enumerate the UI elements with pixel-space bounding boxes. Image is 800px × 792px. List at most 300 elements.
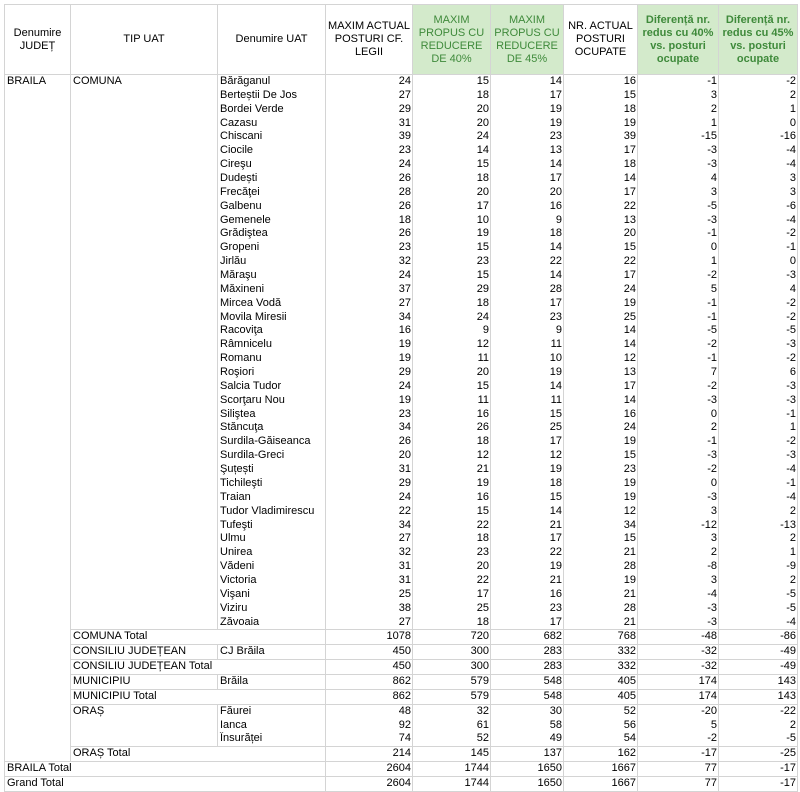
cell-posturi-ocupate[interactable]: 52 [564,704,638,718]
cell-denumire-uat[interactable]: Scorţaru Nou [218,394,326,408]
cell-diferenta-40[interactable]: -8 [638,560,719,574]
header-propus-45[interactable]: MAXIM PROPUS CU REDUCERE DE 45% [491,5,564,75]
cell-propus-40[interactable]: 19 [413,227,491,241]
cell-maxim-actual[interactable]: 23 [326,241,413,255]
cell-diferenta-40[interactable]: -1 [638,75,719,89]
header-diferenta-40[interactable]: Diferență nr. redus cu 40% vs. posturi ocupate [638,5,719,75]
cell-propus-40[interactable]: 579 [413,674,491,689]
grand-total-maxim-actual[interactable]: 2604 [326,776,413,791]
cell-maxim-actual[interactable]: 24 [326,158,413,172]
cell-propus-40[interactable]: 17 [413,200,491,214]
cell-diferenta-40[interactable]: -2 [638,269,719,283]
cell-posturi-ocupate[interactable]: 15 [564,241,638,255]
cell-propus-40[interactable]: 19 [413,477,491,491]
cell-posturi-ocupate[interactable]: 14 [564,324,638,338]
cell-propus-40[interactable]: 18 [413,616,491,630]
cell-diferenta-40[interactable]: 3 [638,574,719,588]
cell-posturi-ocupate[interactable]: 14 [564,338,638,352]
cell-propus-45[interactable]: 14 [491,269,564,283]
judet-total-propus-45[interactable]: 1650 [491,762,564,777]
cell-diferenta-40[interactable]: -5 [638,324,719,338]
subtotal-posturi-ocupate[interactable]: 332 [564,660,638,675]
subtotal-diferenta-40[interactable]: -48 [638,630,719,645]
cell-posturi-ocupate[interactable]: 13 [564,366,638,380]
header-diferenta-45[interactable]: Diferență nr. redus cu 45% vs. posturi ocupate [719,5,798,75]
cell-propus-40[interactable]: 15 [413,505,491,519]
cell-posturi-ocupate[interactable]: 18 [564,103,638,117]
cell-denumire-uat[interactable]: Stăncuţa [218,421,326,435]
cell-denumire-uat[interactable]: Măraşu [218,269,326,283]
cell-diferenta-45[interactable]: -4 [719,158,798,172]
cell-diferenta-45[interactable]: 2 [719,532,798,546]
cell-propus-40[interactable]: 14 [413,144,491,158]
cell-denumire-uat[interactable]: Victoria [218,574,326,588]
cell-propus-45[interactable]: 17 [491,172,564,186]
grand-total-diferenta-40[interactable]: 77 [638,776,719,791]
cell-propus-40[interactable]: 25 [413,602,491,616]
cell-denumire-uat[interactable]: Cazasu [218,117,326,131]
subtotal-maxim-actual[interactable]: 450 [326,660,413,675]
cell-propus-45[interactable]: 283 [491,645,564,660]
cell-posturi-ocupate[interactable]: 21 [564,616,638,630]
subtotal-propus-40[interactable]: 579 [413,689,491,704]
judet-total-diferenta-40[interactable]: 77 [638,762,719,777]
cell-maxim-actual[interactable]: 31 [326,117,413,131]
cell-diferenta-45[interactable]: -3 [719,269,798,283]
cell-posturi-ocupate[interactable]: 34 [564,519,638,533]
cell-denumire-uat[interactable]: Romanu [218,352,326,366]
cell-posturi-ocupate[interactable]: 14 [564,394,638,408]
cell-posturi-ocupate[interactable]: 20 [564,227,638,241]
cell-propus-40[interactable]: 32 [413,704,491,718]
cell-diferenta-45[interactable]: 3 [719,186,798,200]
cell-tip-uat[interactable]: MUNICIPIU [71,674,218,689]
cell-propus-45[interactable]: 18 [491,477,564,491]
header-maxim-actual[interactable]: MAXIM ACTUAL POSTURI CF. LEGII [326,5,413,75]
cell-maxim-actual[interactable]: 20 [326,449,413,463]
cell-propus-40[interactable]: 24 [413,311,491,325]
cell-tip-uat[interactable]: COMUNA [71,75,218,630]
cell-denumire-uat[interactable]: Ianca [218,719,326,733]
cell-propus-45[interactable]: 22 [491,255,564,269]
subtotal-propus-45[interactable]: 682 [491,630,564,645]
cell-propus-45[interactable]: 9 [491,214,564,228]
cell-posturi-ocupate[interactable]: 19 [564,297,638,311]
cell-maxim-actual[interactable]: 29 [326,366,413,380]
cell-maxim-actual[interactable]: 37 [326,283,413,297]
cell-denumire-uat[interactable]: Traian [218,491,326,505]
cell-propus-40[interactable]: 18 [413,172,491,186]
cell-denumire-uat[interactable]: Brăila [218,674,326,689]
cell-propus-40[interactable]: 11 [413,352,491,366]
cell-diferenta-40[interactable]: -1 [638,311,719,325]
cell-propus-45[interactable]: 14 [491,505,564,519]
cell-propus-40[interactable]: 21 [413,463,491,477]
cell-diferenta-40[interactable]: -3 [638,214,719,228]
cell-diferenta-40[interactable]: -4 [638,588,719,602]
cell-diferenta-40[interactable]: -3 [638,449,719,463]
cell-maxim-actual[interactable]: 38 [326,602,413,616]
cell-diferenta-45[interactable]: -22 [719,704,798,718]
cell-diferenta-40[interactable]: 3 [638,505,719,519]
cell-propus-45[interactable]: 49 [491,732,564,746]
cell-diferenta-40[interactable]: -3 [638,158,719,172]
cell-posturi-ocupate[interactable]: 17 [564,186,638,200]
subtotal-label[interactable]: COMUNA Total [71,630,326,645]
cell-diferenta-45[interactable]: -1 [719,477,798,491]
header-denumire-uat[interactable]: Denumire UAT [218,5,326,75]
cell-diferenta-45[interactable]: -6 [719,200,798,214]
cell-diferenta-45[interactable]: 2 [719,505,798,519]
cell-posturi-ocupate[interactable]: 19 [564,435,638,449]
cell-posturi-ocupate[interactable]: 332 [564,645,638,660]
subtotal-propus-40[interactable]: 720 [413,630,491,645]
cell-diferenta-40[interactable]: 0 [638,408,719,422]
cell-maxim-actual[interactable]: 31 [326,463,413,477]
cell-maxim-actual[interactable]: 19 [326,352,413,366]
cell-propus-40[interactable]: 61 [413,719,491,733]
subtotal-propus-40[interactable]: 145 [413,747,491,762]
subtotal-maxim-actual[interactable]: 214 [326,747,413,762]
cell-propus-40[interactable]: 16 [413,408,491,422]
cell-posturi-ocupate[interactable]: 24 [564,283,638,297]
cell-posturi-ocupate[interactable]: 17 [564,144,638,158]
subtotal-posturi-ocupate[interactable]: 405 [564,689,638,704]
subtotal-maxim-actual[interactable]: 862 [326,689,413,704]
subtotal-propus-40[interactable]: 300 [413,660,491,675]
cell-diferenta-45[interactable]: -4 [719,214,798,228]
header-tip-uat[interactable]: TIP UAT [71,5,218,75]
cell-denumire-uat[interactable]: Gropeni [218,241,326,255]
cell-propus-45[interactable]: 22 [491,546,564,560]
cell-posturi-ocupate[interactable]: 25 [564,311,638,325]
cell-diferenta-40[interactable]: 7 [638,366,719,380]
cell-maxim-actual[interactable]: 27 [326,532,413,546]
cell-diferenta-45[interactable]: -3 [719,380,798,394]
cell-denumire-uat[interactable]: Făurei [218,704,326,718]
cell-diferenta-40[interactable]: -20 [638,704,719,718]
cell-diferenta-40[interactable]: -1 [638,227,719,241]
cell-maxim-actual[interactable]: 24 [326,380,413,394]
cell-diferenta-45[interactable]: -3 [719,449,798,463]
cell-diferenta-40[interactable]: -3 [638,394,719,408]
cell-diferenta-45[interactable]: -1 [719,241,798,255]
cell-propus-45[interactable]: 58 [491,719,564,733]
cell-propus-45[interactable]: 17 [491,616,564,630]
subtotal-diferenta-40[interactable]: -32 [638,660,719,675]
cell-propus-45[interactable]: 25 [491,421,564,435]
cell-propus-45[interactable]: 20 [491,186,564,200]
cell-propus-40[interactable]: 29 [413,283,491,297]
cell-maxim-actual[interactable]: 26 [326,172,413,186]
cell-diferenta-45[interactable]: 2 [719,89,798,103]
cell-diferenta-40[interactable]: 4 [638,172,719,186]
judet-total-label[interactable]: BRAILA Total [5,762,326,777]
cell-denumire-uat[interactable]: Surdila-Greci [218,449,326,463]
cell-propus-40[interactable]: 15 [413,269,491,283]
cell-denumire-uat[interactable]: Berteștii De Jos [218,89,326,103]
cell-propus-40[interactable]: 12 [413,338,491,352]
cell-diferenta-45[interactable]: 3 [719,172,798,186]
cell-diferenta-40[interactable]: -1 [638,297,719,311]
cell-posturi-ocupate[interactable]: 39 [564,130,638,144]
cell-diferenta-45[interactable]: 0 [719,117,798,131]
header-propus-40[interactable]: MAXIM PROPUS CU REDUCERE DE 40% [413,5,491,75]
subtotal-diferenta-40[interactable]: -17 [638,747,719,762]
cell-maxim-actual[interactable]: 32 [326,255,413,269]
cell-propus-45[interactable]: 16 [491,588,564,602]
cell-propus-45[interactable]: 21 [491,574,564,588]
cell-diferenta-40[interactable]: 0 [638,477,719,491]
cell-propus-45[interactable]: 13 [491,144,564,158]
cell-diferenta-40[interactable]: -32 [638,645,719,660]
cell-diferenta-40[interactable]: -12 [638,519,719,533]
subtotal-diferenta-45[interactable]: -25 [719,747,798,762]
cell-diferenta-40[interactable]: -5 [638,200,719,214]
cell-posturi-ocupate[interactable]: 19 [564,117,638,131]
cell-diferenta-45[interactable]: 1 [719,103,798,117]
cell-propus-40[interactable]: 22 [413,519,491,533]
cell-denumire-uat[interactable]: Bordei Verde [218,103,326,117]
cell-maxim-actual[interactable]: 28 [326,186,413,200]
cell-maxim-actual[interactable]: 23 [326,408,413,422]
cell-diferenta-45[interactable]: 6 [719,366,798,380]
cell-posturi-ocupate[interactable]: 17 [564,380,638,394]
cell-propus-45[interactable]: 11 [491,338,564,352]
cell-diferenta-45[interactable]: -2 [719,352,798,366]
cell-propus-40[interactable]: 9 [413,324,491,338]
subtotal-diferenta-45[interactable]: -86 [719,630,798,645]
cell-denumire-uat[interactable]: Viziru [218,602,326,616]
cell-propus-40[interactable]: 18 [413,532,491,546]
cell-propus-45[interactable]: 21 [491,519,564,533]
cell-posturi-ocupate[interactable]: 405 [564,674,638,689]
cell-propus-45[interactable]: 14 [491,75,564,89]
cell-posturi-ocupate[interactable]: 15 [564,89,638,103]
cell-maxim-actual[interactable]: 31 [326,574,413,588]
cell-diferenta-45[interactable]: -16 [719,130,798,144]
cell-maxim-actual[interactable]: 74 [326,732,413,746]
cell-diferenta-45[interactable]: 143 [719,674,798,689]
cell-diferenta-45[interactable]: 2 [719,574,798,588]
cell-diferenta-40[interactable]: 174 [638,674,719,689]
cell-denumire-uat[interactable]: Gemenele [218,214,326,228]
cell-posturi-ocupate[interactable]: 22 [564,200,638,214]
cell-denumire-uat[interactable]: Unirea [218,546,326,560]
cell-propus-40[interactable]: 20 [413,560,491,574]
cell-propus-40[interactable]: 15 [413,75,491,89]
cell-diferenta-45[interactable]: -2 [719,297,798,311]
cell-propus-40[interactable]: 15 [413,158,491,172]
cell-maxim-actual[interactable]: 26 [326,435,413,449]
cell-denumire-uat[interactable]: Bărăganul [218,75,326,89]
cell-diferenta-40[interactable]: -15 [638,130,719,144]
cell-propus-40[interactable]: 20 [413,103,491,117]
cell-diferenta-40[interactable]: 0 [638,241,719,255]
cell-diferenta-45[interactable]: -9 [719,560,798,574]
cell-propus-40[interactable]: 18 [413,297,491,311]
cell-maxim-actual[interactable]: 19 [326,338,413,352]
cell-denumire-judet[interactable]: BRAILA [5,75,71,762]
subtotal-propus-45[interactable]: 283 [491,660,564,675]
cell-posturi-ocupate[interactable]: 19 [564,491,638,505]
cell-diferenta-45[interactable]: -13 [719,519,798,533]
cell-propus-45[interactable]: 23 [491,311,564,325]
cell-diferenta-40[interactable]: 2 [638,546,719,560]
cell-maxim-actual[interactable]: 23 [326,144,413,158]
cell-diferenta-45[interactable]: -2 [719,227,798,241]
cell-denumire-uat[interactable]: Racoviţa [218,324,326,338]
cell-diferenta-45[interactable]: -3 [719,338,798,352]
cell-propus-45[interactable]: 30 [491,704,564,718]
grand-total-propus-40[interactable]: 1744 [413,776,491,791]
cell-posturi-ocupate[interactable]: 19 [564,477,638,491]
cell-posturi-ocupate[interactable]: 28 [564,602,638,616]
cell-denumire-uat[interactable]: Tufeşti [218,519,326,533]
cell-maxim-actual[interactable]: 18 [326,214,413,228]
cell-posturi-ocupate[interactable]: 23 [564,463,638,477]
cell-propus-45[interactable]: 18 [491,227,564,241]
cell-diferenta-45[interactable]: -4 [719,491,798,505]
cell-diferenta-45[interactable]: 4 [719,283,798,297]
cell-diferenta-45[interactable]: 1 [719,546,798,560]
cell-propus-45[interactable]: 23 [491,602,564,616]
cell-diferenta-40[interactable]: -1 [638,435,719,449]
cell-propus-45[interactable]: 19 [491,463,564,477]
cell-maxim-actual[interactable]: 29 [326,477,413,491]
cell-diferenta-40[interactable]: 3 [638,186,719,200]
cell-posturi-ocupate[interactable]: 15 [564,532,638,546]
cell-posturi-ocupate[interactable]: 21 [564,588,638,602]
cell-propus-40[interactable]: 20 [413,117,491,131]
cell-propus-45[interactable]: 14 [491,158,564,172]
cell-propus-45[interactable]: 11 [491,394,564,408]
cell-maxim-actual[interactable]: 27 [326,616,413,630]
cell-denumire-uat[interactable]: Salcia Tudor [218,380,326,394]
cell-diferenta-40[interactable]: 5 [638,719,719,733]
cell-diferenta-40[interactable]: 1 [638,117,719,131]
cell-denumire-uat[interactable]: Ciocile [218,144,326,158]
cell-propus-40[interactable]: 15 [413,241,491,255]
cell-diferenta-40[interactable]: -2 [638,732,719,746]
cell-diferenta-45[interactable]: -4 [719,616,798,630]
cell-diferenta-40[interactable]: 3 [638,89,719,103]
cell-maxim-actual[interactable]: 39 [326,130,413,144]
cell-maxim-actual[interactable]: 25 [326,588,413,602]
cell-denumire-uat[interactable]: Vădeni [218,560,326,574]
cell-diferenta-45[interactable]: -3 [719,394,798,408]
cell-diferenta-40[interactable]: -3 [638,491,719,505]
cell-maxim-actual[interactable]: 31 [326,560,413,574]
cell-denumire-uat[interactable]: Zăvoaia [218,616,326,630]
cell-diferenta-45[interactable]: -5 [719,588,798,602]
cell-denumire-uat[interactable]: Chiscani [218,130,326,144]
cell-propus-40[interactable]: 10 [413,214,491,228]
cell-maxim-actual[interactable]: 24 [326,75,413,89]
cell-diferenta-40[interactable]: -3 [638,616,719,630]
cell-propus-45[interactable]: 19 [491,366,564,380]
cell-diferenta-40[interactable]: -2 [638,380,719,394]
cell-denumire-uat[interactable]: Grădiştea [218,227,326,241]
cell-propus-45[interactable]: 9 [491,324,564,338]
cell-denumire-uat[interactable]: Ulmu [218,532,326,546]
subtotal-label[interactable]: MUNICIPIU Total [71,689,326,704]
cell-posturi-ocupate[interactable]: 12 [564,505,638,519]
cell-denumire-uat[interactable]: Mircea Vodă [218,297,326,311]
cell-posturi-ocupate[interactable]: 14 [564,172,638,186]
header-posturi-ocupate[interactable]: NR. ACTUAL POSTURI OCUPATE [564,5,638,75]
cell-diferenta-45[interactable]: -2 [719,435,798,449]
cell-diferenta-40[interactable]: 1 [638,255,719,269]
cell-posturi-ocupate[interactable]: 21 [564,546,638,560]
cell-maxim-actual[interactable]: 24 [326,269,413,283]
subtotal-posturi-ocupate[interactable]: 768 [564,630,638,645]
cell-propus-40[interactable]: 26 [413,421,491,435]
cell-propus-40[interactable]: 18 [413,89,491,103]
grand-total-posturi-ocupate[interactable]: 1667 [564,776,638,791]
subtotal-maxim-actual[interactable]: 1078 [326,630,413,645]
cell-maxim-actual[interactable]: 450 [326,645,413,660]
cell-denumire-uat[interactable]: Dudești [218,172,326,186]
cell-diferenta-45[interactable]: -4 [719,463,798,477]
cell-posturi-ocupate[interactable]: 24 [564,421,638,435]
cell-denumire-uat[interactable]: Vişani [218,588,326,602]
cell-posturi-ocupate[interactable]: 18 [564,158,638,172]
cell-denumire-uat[interactable]: Cireşu [218,158,326,172]
cell-diferenta-40[interactable]: 2 [638,103,719,117]
cell-denumire-uat[interactable]: Râmnicelu [218,338,326,352]
cell-diferenta-40[interactable]: -3 [638,144,719,158]
cell-maxim-actual[interactable]: 27 [326,297,413,311]
cell-maxim-actual[interactable]: 22 [326,505,413,519]
cell-diferenta-45[interactable]: 1 [719,421,798,435]
cell-maxim-actual[interactable]: 26 [326,227,413,241]
cell-maxim-actual[interactable]: 26 [326,200,413,214]
cell-propus-40[interactable]: 20 [413,366,491,380]
subtotal-propus-45[interactable]: 137 [491,747,564,762]
judet-total-diferenta-45[interactable]: -17 [719,762,798,777]
cell-propus-45[interactable]: 19 [491,117,564,131]
cell-posturi-ocupate[interactable]: 54 [564,732,638,746]
cell-maxim-actual[interactable]: 16 [326,324,413,338]
cell-diferenta-40[interactable]: -2 [638,338,719,352]
cell-maxim-actual[interactable]: 92 [326,719,413,733]
cell-propus-45[interactable]: 16 [491,200,564,214]
grand-total-diferenta-45[interactable]: -17 [719,776,798,791]
cell-propus-40[interactable]: 16 [413,491,491,505]
cell-tip-uat[interactable]: CONSILIU JUDEȚEAN [71,645,218,660]
subtotal-posturi-ocupate[interactable]: 162 [564,747,638,762]
cell-propus-40[interactable]: 12 [413,449,491,463]
cell-denumire-uat[interactable]: Frecăţei [218,186,326,200]
cell-propus-45[interactable]: 17 [491,297,564,311]
cell-denumire-uat[interactable]: Măxineni [218,283,326,297]
cell-diferenta-40[interactable]: -3 [638,602,719,616]
cell-maxim-actual[interactable]: 34 [326,519,413,533]
cell-diferenta-40[interactable]: 3 [638,532,719,546]
cell-denumire-uat[interactable]: CJ Brăila [218,645,326,660]
cell-propus-45[interactable]: 17 [491,89,564,103]
cell-propus-45[interactable]: 17 [491,532,564,546]
cell-diferenta-45[interactable]: 2 [719,719,798,733]
judet-total-maxim-actual[interactable]: 2604 [326,762,413,777]
cell-maxim-actual[interactable]: 24 [326,491,413,505]
header-denumire-judet[interactable]: Denumire JUDEȚ [5,5,71,75]
cell-diferenta-40[interactable]: -2 [638,463,719,477]
cell-diferenta-45[interactable]: -2 [719,311,798,325]
cell-tip-uat[interactable]: ORAȘ [71,704,218,747]
cell-denumire-uat[interactable]: Movila Miresii [218,311,326,325]
